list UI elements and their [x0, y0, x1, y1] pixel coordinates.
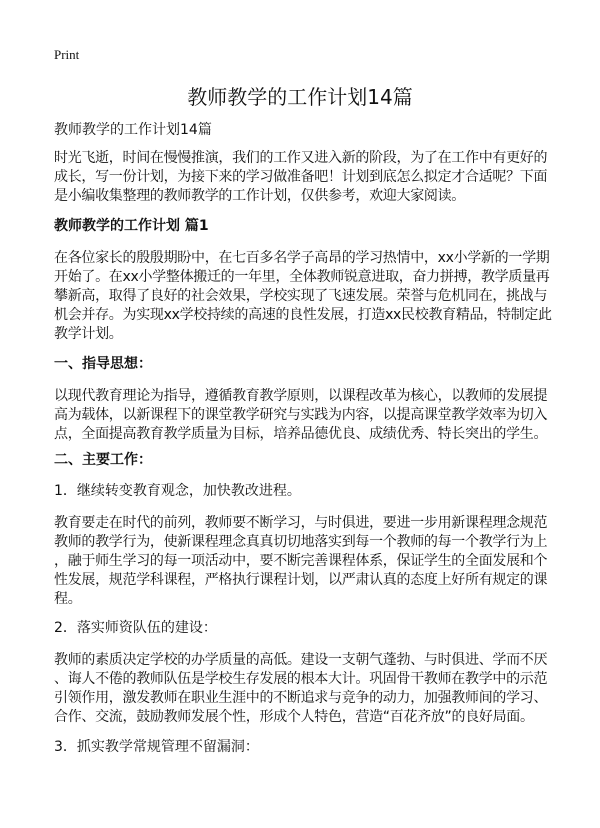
paragraph-line: ，融于师生学习的每一项活动中，要不断完善课程体系，保证学生的全面发展和个: [54, 553, 548, 569]
paragraph: [54, 651, 554, 727]
paragraph-line: 教育要走在时代的前列，教师要不断学习，与时俱进，要进一步用新课程理念规范: [54, 515, 548, 531]
paragraph-line: 时光飞逝，时间在慢慢推演，我们的工作又进入新的阶段，为了在工作中有更好的: [54, 150, 548, 166]
list-item-heading: 2．落实师资队伍的建设：: [54, 620, 217, 636]
paragraph-line: 以现代教育理论为指导，遵循教育教学原则，以课程改革为核心，以教师的发展提: [54, 388, 548, 404]
list-item-heading: 1．继续转变教育观念，加快教改进程。: [54, 483, 301, 499]
paragraph-line: 性发展，规范学科课程，严格执行课程计划，以严肃认真的态度上好所有规定的课: [54, 572, 548, 588]
paragraph: [54, 514, 554, 609]
paragraph-line: 教学计划。: [54, 326, 123, 342]
paragraph-line: 攀新高，取得了良好的社会效果，学校实现了飞速发展。荣誉与危机同在，挑战与: [54, 288, 548, 304]
paragraph-line: 程。: [54, 591, 82, 607]
paragraph-line: 高为载体，以新课程下的课堂教学研究与实践为内容，以提高课堂教学效率为切入: [54, 407, 548, 423]
paragraph-line: 机会并存。为实现xx学校持续的高速的良性发展，打造xx民校教育精品，特制定此: [54, 307, 552, 323]
paragraph-line: 是小编收集整理的教师教学的工作计划，仅供参考，欢迎大家阅读。: [54, 188, 465, 204]
paragraph-line: 点，全面提高教育教学质量为目标，培养品德优良、成绩优秀、特长突出的学生。: [54, 426, 548, 442]
paragraph-line: 在各位家长的殷殷期盼中，在七百多名学子高昂的学习热情中，xx小学新的一学期: [54, 250, 550, 266]
paragraph-line: 教师的素质决定学校的办学质量的高低。建设一支朝气蓬勃、与时俱进、学而不厌: [54, 652, 548, 668]
paragraph-line: 教师的教学行为，使新课程理念真真切切地落实到每一个教师的每一个教学行为上: [54, 534, 548, 550]
print-link[interactable]: Print: [54, 47, 80, 62]
subtitle: 教师教学的工作计划14篇: [54, 122, 212, 138]
section-heading: 二、主要工作：: [54, 452, 152, 468]
paragraph: [54, 249, 554, 344]
page-title: 教师教学的工作计划14篇: [187, 85, 413, 109]
paragraph-line: 成长，写一份计划，为接下来的学习做准备吧！计划到底怎么拟定才合适呢？下面: [54, 169, 548, 185]
paragraph-line: 、诲人不倦的教师队伍是学校生存发展的根本大计。巩固骨干教师在教学中的示范: [54, 671, 548, 687]
paragraph-line: 合作、交流，鼓励教师发展个性，形成个人特色，营造“百花齐放”的良好局面。: [54, 709, 534, 725]
paragraph: [54, 387, 554, 444]
list-item-heading: 3．抓实教学常规管理不留漏洞：: [54, 739, 259, 755]
paragraph: [54, 149, 554, 206]
paragraph-line: 引领作用，激发教师在职业生涯中的不断追求与竞争的动力，加强教师间的学习、: [54, 690, 548, 706]
paragraph-line: 开始了。在xx小学整体搬迁的一年里，全体教师锐意进取，奋力拼搏，教学质量再: [54, 269, 550, 285]
section-heading: 一、指导思想：: [54, 356, 152, 372]
section-heading: 教师教学的工作计划 篇1: [54, 218, 209, 234]
